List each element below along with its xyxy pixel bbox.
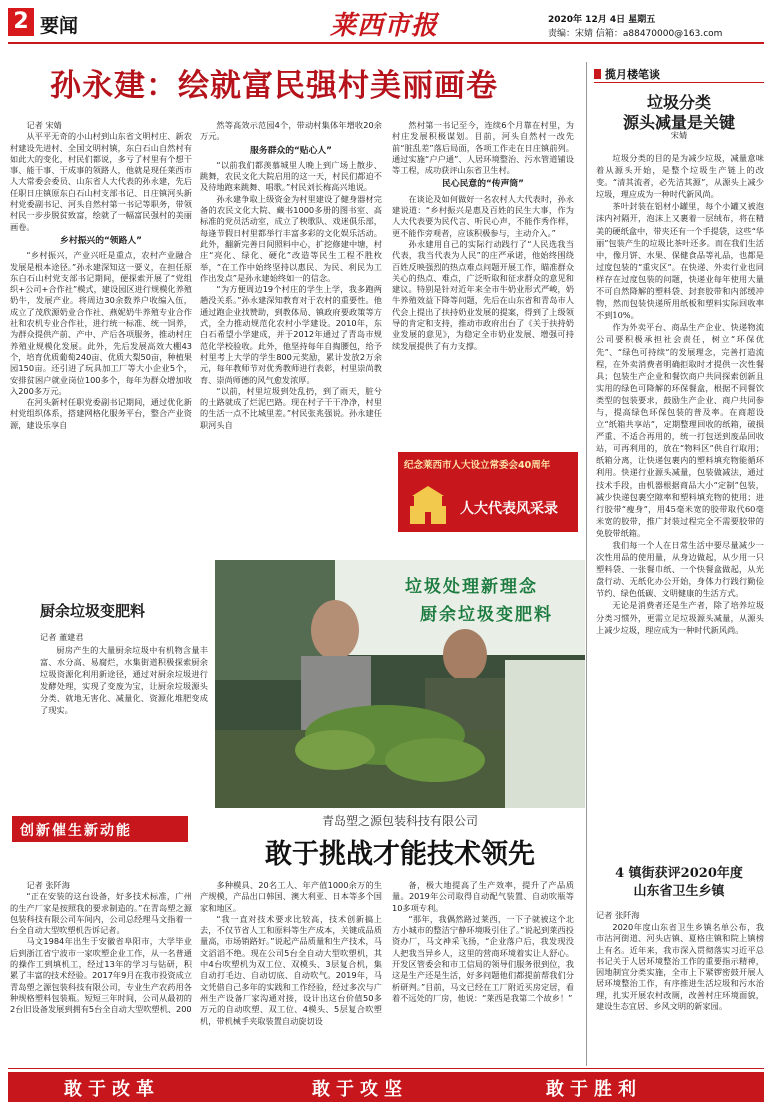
town-headline-line-2: 山东省卫生乡镇 <box>633 884 725 899</box>
paragraph: 垃圾分类的目的是为减少垃圾，减量意味着从源头开始，是整个垃圾生产链上的改变。“清其流者，必先洁其源”，从源头上减少垃圾，理应成为一种时代新风尚。 <box>596 153 764 200</box>
npc-anniversary-banner <box>398 452 578 532</box>
bottom-divider <box>8 1068 764 1069</box>
lead-column-1 <box>10 120 192 556</box>
paragraph: 然村第一书记至今，连续6个月靠在村里，为村庄发展积极谋划。目前，河头自然村一改先前“脏乱差”落后局面，各项工作走在日庄镇前列。通过实施“户户通”、人居环境整治、污水管道铺设等工程，成功获评山东省卫生村。 <box>392 120 574 176</box>
lead-headline: 孙永建：绘就富民强村美丽画卷 <box>50 68 498 104</box>
paragraph: 作为外卖平台、商品生产企业、快递物流公司要积极承担社会责任，树立“环保优先”、“绿色可持续”的发展理念，完善打造流程，在外卖消费者明确拒取时才提供一次性餐具；包装生产企业和餐饮商户共同探索创新且实用的绿色可降解的环保餐盒，根据不同餐饮类型的包装要求，鼓励生产企业、商户共同参与，提高绿色环保包装的普及率。在商超设立“纸箱共享站”，定期整理回收的纸箱，破损严重、不适合再用的，统一打包送到废品回收站，可再利用的，放在“物料区”供自行取用；纸箱分离，让快递包裹内的塑料填充物能循环利用。快递行业源头减量，包装做减法，通过技术手段，由机器根据商品大小“定制”包装，减少快递包裹空隙率和塑料填充物的使用；进行胶带“瘦身”，用45毫米宽的胶带取代60毫米宽的胶带，推广封装过程完全不需要胶带的免胶带纸箱。 <box>596 322 764 538</box>
paragraph: 多种模具、20名工人、年产值1000余万的生产规模，产品出口韩国、澳大利亚、日本等多个国家和地区。 <box>200 880 382 913</box>
paragraph: “以前，村里垃圾到处乱扔，到了雨天，脏兮的土路就成了烂泥巴路。现在村子干干净净，村里的生活一点不比城里差。”村民张兆强说。孙永建任职河头自 <box>200 385 382 430</box>
paragraph: 在谈论及如何做好一名农村人大代表时，孙永建说道：“乡村振兴是惠及百姓的民生大事，作为人大代表要为民代言、听民心声，不能作秀作样，更不能作旁观者，应该积极参与，主动介入。” <box>392 193 574 238</box>
paragraph: “那年，我偶然路过莱西，一下子就被这个北方小城市的整洁宁静环境吸引住了。”说起到莱西投资办厂，马文神采飞扬，“企业落户后，我发现没人把我当异乡人，这里的营商环境着实让人舒心。开发区管委会和市工信局的领导们服务很到位，我这是生产还是生活，好多问题他们都提前帮我们分析研判。”目前，马文已经在工厂附近买房定居，看着不远处的厂房，他说：“莱西是我第二个故乡！” <box>392 913 574 1003</box>
town-body: 2020年度山东省卫生乡镇名单公布，我市沽河街道、河头店镇、夏格庄镇和院上镇榜上有名。近年来，我市深入贯彻落实习近平总书记关于人居环境整治工作的重要指示精神，因地制宜分类实施，全市上下紧锣密鼓开展人居环境整治工作，有序推进生活垃圾和污水治理，扎实开展农村改厕，改善村庄环境面貌，建设生态宜居、乡风文明的新家园。 <box>596 922 764 1012</box>
paragraph: 从平平无奇的小山村到山东省文明村庄、新农村建设先进村、全国文明村镇，东白石山自然村有如此大的变化，村民们都说，多亏了村里有个想干事、能干事、干成事的领路人，他就是现任莱西市人大常委会委员、山东省人大代表的孙永建，先后任职日庄镇原东白石山村支部书记、日庄镇河头新村党委副书记、河头自然村第一书记等职务，带领村民一步步脱贫致富，绘就了一幅富民强村的美丽画卷。 <box>10 131 192 232</box>
kitchen-waste-body: 厨房产生的大量厨余垃圾中有机物含量丰富、水分高、易腐烂，水集街道积极探索厨余垃圾资源化利用新途径，通过对厨余垃圾进行发酵处理，实现了变废为宝，让厨余垃圾源头分类、就地无害化、减量化、资源化堆肥变成了现实。 <box>40 645 208 716</box>
paragraph: “为方便周边19个村庄的学生上学，我多跑两趟没关系。”孙永建深知教育对于农村的重要性。他通过跑企业找赞助，到教体局、镇政府要政策等方式，全力推动规范化农村小学建设。2010年，东白石希望小学建成，并于2012年通过了青岛市规范化学校验收。此外，他坚持每年自掏腰包，给予村里考上大学的学生800元奖励，累计发放2万余元，每年教师节对优秀教师进行表彰，村里崇尚教育、崇尚师德的风气愈发浓厚。 <box>200 284 382 385</box>
compost-photo <box>215 560 585 808</box>
paragraph: 无论是消费者还是生产者，除了培养垃圾分类习惯外，更需立足垃圾源头减量，从源头上减少垃圾，理应成为一种时代新风尚。 <box>596 600 764 635</box>
issue-date: 2020年 12月 4日 星期五 <box>548 15 656 25</box>
photo-scene <box>215 560 585 808</box>
page-number: 2 <box>8 8 34 36</box>
paragraph: “乡村振兴，产业兴旺是重点，农村产业融合发展是根本途径。”孙永建深知这一要义，在担任原东白石山村党支部书记期间，便探索开展了“党组织+公司+合作社”模式，建设园区进行规模化养殖奶牛，发展产业。将周边30余数养户收编入伍，成立了茂欣源奶业合作社、燕妮奶牛养殖专业合作社和农机专业合作社，进行统一标准、统一饲养，为群众提供产前、产中、产后各项服务，推动村庄养殖业规模化发展。此外，先后发展高效大棚43个，培育优质葡萄240亩、优质大梨50亩，种植果园150亩。还引进了玩具加工厂等大小企业5个，安排贫困户就业岗位100多个，每年为群众增加收入200多万元。 <box>10 250 192 396</box>
opinion-headline-line-2: 源头减量是关键 <box>622 113 735 132</box>
paragraph: 孙永建争取上级资金为村里建设了健身器材完备的农民文化大院、藏书1000多册的图书室、高标准的党员活动室，成立了秧歌队、戏迷俱乐部，每逢节假日村里都举行丰富多彩的文化娱乐活动。此外，翻新完善日间照料中心，扩挖修建中塘，村庄“亮化、绿化、硬化”改造等民生工程不胜枚举，“在工作中始终坚持以惠民、为民、利民为工作出发点”是孙永建始终如一的信念。 <box>200 193 382 283</box>
paragraph: 然等高效示范园4个，带动村集体年增收20余万元。 <box>200 120 382 142</box>
column-tag-label: 揽月楼笔谈 <box>605 68 660 81</box>
slogan-bar <box>8 1072 764 1102</box>
innovation-column-1-body <box>10 891 192 1015</box>
innovation-column-1 <box>10 880 192 1066</box>
paper-logo: 莱西市报 <box>330 11 439 41</box>
lead-column-1-body <box>10 131 192 431</box>
editor-info: 责编：宋婧 信箱：a88470000@163.com <box>548 29 723 39</box>
innovation-label-box <box>12 816 188 842</box>
innovation-byline: 记者 张阡海 <box>26 880 70 890</box>
slogan-2: 敢于攻坚 <box>312 1079 408 1100</box>
kitchen-waste-byline: 记者 董建君 <box>40 632 84 642</box>
photo-sign-line-1: 垃圾处理新理念 <box>405 577 538 597</box>
opinion-headline-line-1: 垃圾分类 <box>646 93 711 112</box>
paragraph: “我一直对技术要求比较高，技术创新搞上去，不仅节省人工和原料等生产成本，关键成品质量高，市场销路好。”说起产品质量和生产技术，马文滔滔不绝。现在公司5台全自动大型吹塑机，其中4台吹塑机为双工位、双模头、3层复合机，集自动打毛边、自动切底、自动吹气。2019年，马文凭借自己多年的实践和工作经验，经过多次与广州生产设备厂家沟通对接，设计出这台价值50多万元的自动吹塑、双工位、4模头、5层复合吹塑机，带机械手夹取装置自动旋切设 <box>200 913 382 1026</box>
paragraph: 我们每一个人在日常生活中要尽量减少一次性用品的使用量，从身边做起，从少用一只塑料袋、一张餐巾纸、一个快餐盒做起，从光盘行动、无纸化办公开始，身体力行践行勤俭节约、绿色低碳、文明健康的生活方式。 <box>596 540 764 599</box>
paragraph: 备，极大地提高了生产效率，提升了产品质量。2019年公司取得自动配气装置、自动吹瓶等10多项专利。 <box>392 880 574 913</box>
innovation-headline: 敢于挑战才能技术领先 <box>265 839 535 870</box>
innovation-column-2 <box>200 880 382 1066</box>
top-divider <box>8 42 764 44</box>
paragraph: 在河头新村任职党委副书记期间，通过优化新村党组织体系，搭建网格化服务平台，整合产业资源，建设乐享自 <box>10 397 192 430</box>
paragraph: “以前我们都羡慕城里人晚上到广场上散步、跳舞，农民文化大院启用的这一天，村民们都迫不及待地跑来跳舞、唱歌。”村民刘长梅高兴地说。 <box>200 159 382 193</box>
town-headline-line-1: 4 镇街获评2020年度 <box>615 866 743 881</box>
paragraph: 孙永建用自己的实际行动践行了“人民选我当代表，我当代表为人民”的庄严承诺，他始终围绕百姓反映强烈的热点难点问题开展工作，瞄准群众关心的热点、难点，广泛听取和征求群众的意见和建议。特别是针对近年来全市牛奶业形式严峻，奶牛养殖效益下降等问题，先后在山东省和青岛市人代会上提出了扶持奶业发展的提案，得到了上级领导的肯定和支持，推动市政府出台了《关于扶持奶业发展的意见》，为稳定全市奶业发展、增强可持续发展提供了有力支撑。 <box>392 238 574 351</box>
innovation-column-3 <box>392 880 574 1066</box>
banner-caption: 纪念莱西市人大设立常委会40周年 <box>404 460 551 471</box>
opinion-author: 宋婧 <box>670 130 688 140</box>
opinion-body <box>596 152 764 852</box>
lead-column-2 <box>200 120 382 556</box>
tiananmen-icon <box>408 476 448 526</box>
slogan-1: 敢于改革 <box>64 1079 160 1100</box>
square-bullet-icon <box>594 69 601 79</box>
right-column-divider <box>586 62 587 1066</box>
town-byline: 记者 张阡海 <box>596 910 640 920</box>
lead-byline: 记者 宋婧 <box>26 120 62 130</box>
banner-title: 人大代表风采录 <box>460 501 558 517</box>
paragraph: “正在安装的这台设备，好多技术标准，广州的生产厂家是按照我的要求制造的。”在青岛塑之源包装科技有限公司车间内，公司总经理马文指着一台全自动大型吹塑机告诉记者。 <box>10 891 192 936</box>
column-tag-underline <box>594 82 764 83</box>
slogan-3: 敢于胜利 <box>546 1079 642 1100</box>
subheading: 服务群众的“贴心人” <box>250 145 332 156</box>
column-tag <box>594 66 660 82</box>
paragraph: 马文1984年出生于安徽省阜阳市，大学毕业后到浙江省宁波市一家吹塑企业工作，从一名普通的操作工到填机工，经过13年的学习与钻研，积累了丰富的技术经验。2017年9月在我市投资成立青岛塑之源包装科技有限公司，专业生产农药用各种规格塑料包装瓶。短短三年时间，公司从最初的2台旧设备发展到拥有5台全自动大型吹塑机、200 <box>10 936 192 1015</box>
company-name: 青岛塑之源包装科技有限公司 <box>321 814 478 828</box>
subheading: 乡村振兴的“领路人” <box>60 235 142 246</box>
section-name: 要闻 <box>40 15 79 37</box>
photo-sign-line-2: 厨余垃圾变肥料 <box>420 605 553 625</box>
kitchen-waste-headline: 厨余垃圾变肥料 <box>40 602 146 620</box>
innovation-label: 创新催生新动能 <box>20 823 132 839</box>
subheading: 民心民意的“传声筒” <box>442 179 524 190</box>
paragraph: 茶叶封装在铝材小罐里，每个小罐又被泡沫内衬隔开，泡沫上又裹着一层绒布，将在精美的硬纸盒中，带夹还有一个手提袋，这些“华丽”包装产生的垃圾比茶叶还多。而在我们生活中，像月饼、水果、保健食品等礼品，也都是过度包装的“重灾区”。在快递、外卖行业也同样存在过度包装的问题，快递业每年使用大量不可自然降解的塑料袋、封套胶带和内部缓冲物，然而包装快递所用纸板和塑料实际回收率不到10%。 <box>596 201 764 321</box>
lead-column-3 <box>392 120 574 450</box>
